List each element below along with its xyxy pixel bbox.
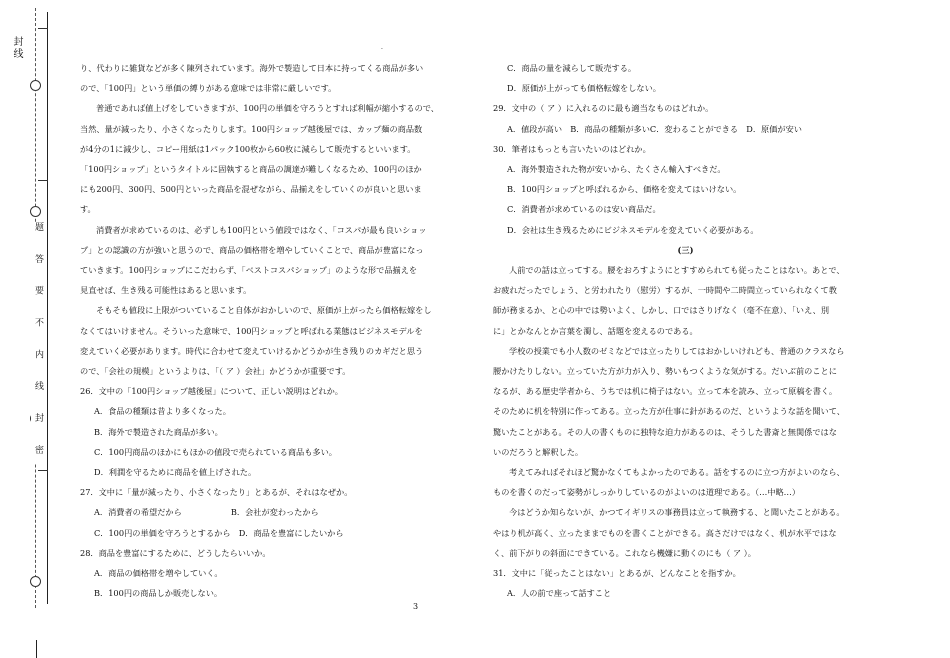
- text-line: そのために机を特別に作ってある。立った方が仕事に針があるのだ、というような話を聞いて、: [493, 406, 845, 417]
- text-line: ものを書くのだって姿勢がしっかりしているのがよいのは道理である。（…中略…）: [493, 487, 801, 498]
- text-line: ので、「会社の規模」というよりは、「（ ア ）会社」かどうかが重要です。: [80, 366, 351, 377]
- text-line: 「100円ショップ」というタイトルに固執すると商品の調達が難しくなるため、100円のほか: [80, 164, 422, 175]
- binding-line: [47, 12, 48, 604]
- text-line: く、前下がりの斜面にできている。これなら機嫌に動くのにも（ ア ）。: [493, 547, 756, 558]
- text-line: が4分の1に減少し、コピー用紙は1パック100枚から60枚に減らして販売するといいます。: [80, 143, 416, 154]
- text-line: そもそも値段に上限がついていること自体がおかしいので、原価が上がったら価格転嫁をし: [96, 305, 432, 316]
- text-line: なくてはいけません。そういった意味で、100円ショップと呼ばれる業態はビジネスモデルを: [80, 325, 423, 336]
- text-line: B．海外で製造された商品が多い。: [94, 426, 223, 437]
- text-line: D．会社は生き残るためにビジネスモデルを変えていく必要がある。: [507, 224, 759, 235]
- text-line: 変えていく必要があります。時代に合わせて変えていけるかどうかが生き残りのカギだと思う: [80, 345, 424, 356]
- binding-tick: [38, 470, 48, 471]
- binding-margin: [0, 0, 60, 658]
- text-line: 見直せば、生き残る可能性はあると思います。: [80, 285, 252, 296]
- text-line: 師が務まるか、と心の中では勢いよく、しかし、口ではさりげなく（毫不在意）、「いえ、別: [493, 305, 830, 316]
- seal-line-label: 封线: [11, 36, 22, 60]
- text-line: 消費者が求めているのは、必ずしも100円という値段ではなく、「コスパが最も良いショッ: [96, 224, 427, 235]
- margin-mark: [36, 640, 37, 658]
- header-dot: ·: [381, 46, 383, 53]
- text-line: C．100円商品のほかにもほかの値段で売られている商品も多い。: [94, 446, 337, 457]
- text-line: 29．文中の（ ア ）に入れるのに最も適当なものはどれか。: [493, 103, 714, 114]
- text-line: ので、「100円」という単価の縛りがある意味では非常に厳しいです。: [80, 83, 337, 94]
- text-line: D．原価が上がっても価格転嫁をしない。: [507, 83, 661, 94]
- text-line: 腰かけたりしない。立っていた方が力が入り、勢いもつくような気がする。だいぶ前のことに: [493, 366, 837, 377]
- text-line: 27．文中に「量が減ったり、小さくなったり」とあるが、それはなぜか。: [80, 487, 353, 498]
- text-line: り、代わりに雑貨などが多く陳列されています。海外で製造して日本に持ってくる商品が多い: [80, 63, 424, 73]
- left-column: [80, 58, 462, 603]
- text-line: D．利潤を守るために商品を値上げされた。: [94, 467, 257, 478]
- binding-tick: [38, 180, 48, 181]
- text-line: 驚いたことがある。その人の書くものに独特な迫力があるのは、そうした書斎と無関係ではな: [493, 426, 837, 437]
- text-line: 28．商品を豊富にするために、どうしたらいいか。: [80, 547, 271, 558]
- binding-tick: [38, 28, 48, 29]
- text-line: 26．文中の「100円ショップ越後屋」について、正しい説明はどれか。: [80, 386, 343, 397]
- binding-hole: [30, 576, 41, 587]
- text-line: A．海外製造された物が安いから、たくさん輸入すべきだ。: [507, 164, 726, 175]
- text-line: 考えてみればそれほど驚かなくてもよかったのである。話をするのに立つ方がよいのなら、: [509, 467, 845, 478]
- seal-warning-text: 题 答 要 不 内 线 封 密: [33, 222, 43, 465]
- text-line: C．消費者が求めているのは安い商品だ。: [507, 204, 661, 215]
- text-line: 今はどうか知らないが、かつてイギリスの事務員は立って執務する、と聞いたことがある。: [509, 507, 845, 518]
- text-line: B．100円の商品しか販売しない。: [94, 588, 223, 599]
- text-line: いのだろうと解釈した。: [493, 446, 584, 457]
- text-line: C．100円の単価を守ろうとするから D．商品を豊富にしたいから: [94, 527, 344, 538]
- text-line: 31．文中に「従ったことはない」とあるが、どんなことを指すか。: [493, 568, 741, 579]
- text-line: A．値段が高い B．商品の種類が多いC．変わることができる D．原価が安い: [507, 123, 802, 134]
- text-line: A．消費者の希望だから B．会社が変わったから: [94, 507, 319, 518]
- text-line: す。: [80, 204, 96, 215]
- text-line: 学校の授業でも小人数のゼミなどでは立ったりしてはおかしいけれども、普通のクラスなら: [509, 345, 845, 356]
- text-line: 普通であれば値上げをしていきますが、100円の単価を守ろうとすれば利幅が縮小するので、: [96, 103, 439, 114]
- binding-hole: [30, 80, 41, 91]
- text-line: ていきます。100円ショップにこだわらず、「ベストコスパショップ」のような形で品揃えを: [80, 265, 418, 276]
- text-line: なるが、ある歴史学者から、うちでは机に椅子はない。立って本を読み、立って原稿を書く。: [493, 386, 838, 397]
- text-line: 当然、量が減ったり、小さくなったりします。100円ショップ越後屋では、カップ麺の商品数: [80, 123, 423, 134]
- text-line: 人前での話は立ってする。腰をおろすようにとすすめられても従ったことはない。あとで、: [509, 265, 845, 276]
- text-line: A．人の前で座って話すこと: [507, 588, 612, 599]
- text-line: 30．筆者はもっとも言いたいのはどれか。: [493, 143, 651, 154]
- text-line: に」とかなんとか言葉を濁し、話題を変えるのである。: [493, 325, 698, 336]
- text-line: A．食品の種類は昔より多くなった。: [94, 406, 231, 417]
- text-line: にも200円、300円、500円といった商品を混ぜながら、品揃えをしていくのが良いと思いま: [80, 184, 422, 195]
- binding-hole: [30, 206, 41, 217]
- text-line: C．商品の量を減らして販売する。: [507, 63, 637, 73]
- text-line: A．商品の価格帯を増やしていく。: [94, 568, 223, 579]
- text-line: プ」との認識の方が強いと思うので、商品の価格帯を増やしていくことで、商品が豊富になっ: [80, 244, 424, 255]
- page-number: 3: [413, 602, 419, 611]
- right-column: [493, 58, 878, 603]
- text-line: やはり机が高く、立ったままでものを書くことができる。高さだけではなく、机が水平ではな: [493, 527, 837, 538]
- text-line: B．100円ショップと呼ばれるから、価格を変えてはいけない。: [507, 184, 742, 195]
- text-line: (三): [677, 244, 694, 255]
- text-line: お疲れだったでしょう、と労われたり（慰労）するが、一時間や二時間立っていられなくて教: [493, 285, 837, 296]
